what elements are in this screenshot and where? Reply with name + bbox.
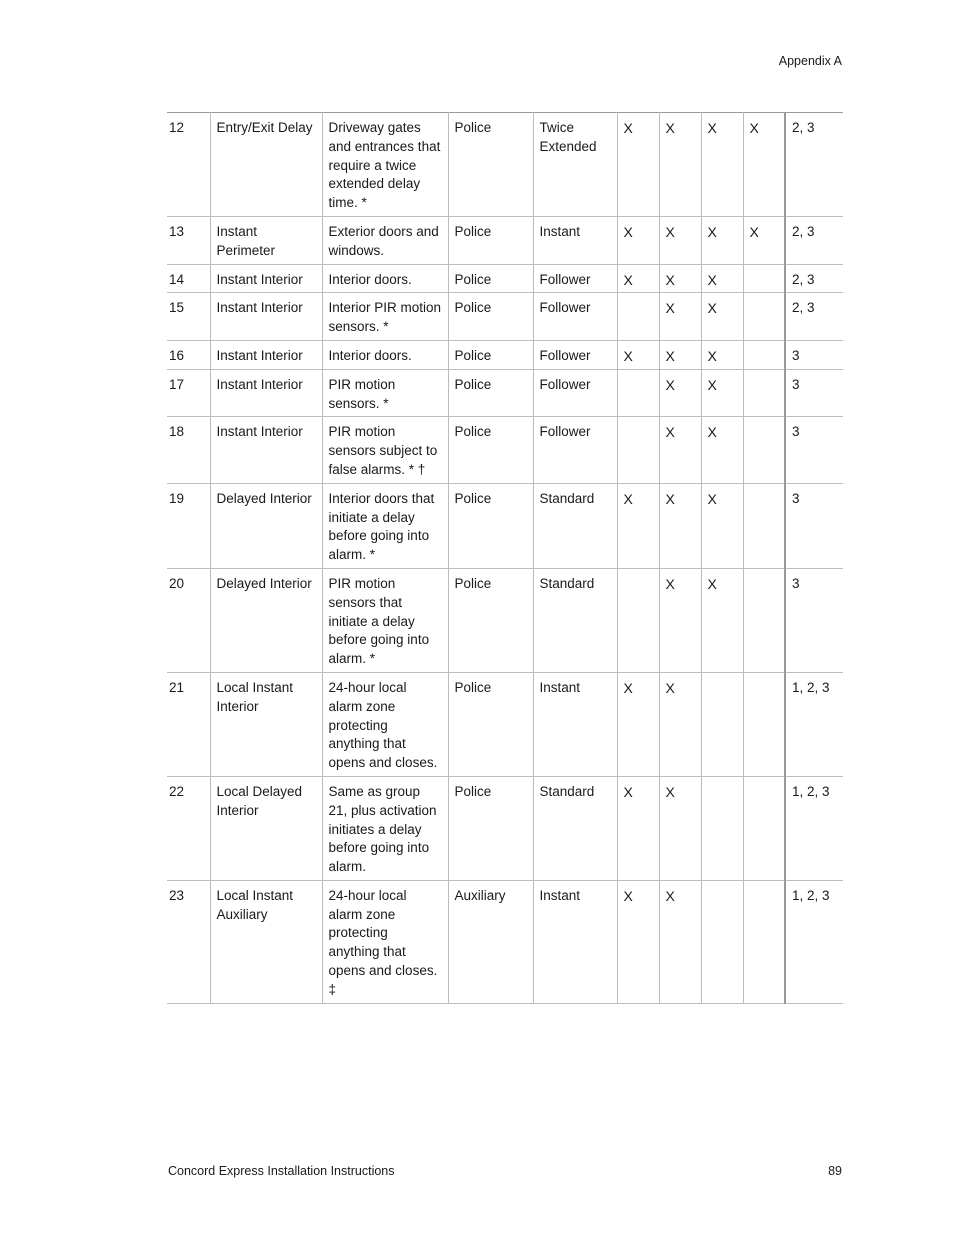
cell-mode-2: X (659, 293, 701, 341)
cell-mode-1: X (617, 672, 659, 776)
cell-timing: Instant (533, 672, 617, 776)
cell-mode-3: X (701, 417, 743, 483)
table-row (167, 264, 843, 293)
cell-mode-4 (743, 776, 785, 880)
cell-mode-1: X (617, 776, 659, 880)
cell-notes: 3 (785, 568, 843, 672)
cell-mode-2: X (659, 776, 701, 880)
cell-notes: 3 (785, 417, 843, 483)
cell-mode-4 (743, 340, 785, 369)
cell-mode-3 (701, 672, 743, 776)
cell-timing: Instant (533, 216, 617, 264)
cell-alarm-type: Police (448, 264, 533, 293)
cell-description: PIR motion sensors. * (322, 369, 448, 417)
table-row (167, 369, 843, 417)
cell-group-number: 20 (169, 575, 185, 591)
cell-mode-3 (701, 880, 743, 1003)
cell-group-name: Instant Interior (210, 340, 322, 369)
cell-group-name: Instant Interior (210, 369, 322, 417)
cell-mode-1: X (617, 340, 659, 369)
cell-alarm-type: Police (448, 417, 533, 483)
cell-group-name: Local Delayed Interior (210, 776, 322, 880)
cell-group-number: 14 (169, 271, 185, 287)
table-row (167, 880, 843, 1003)
cell-alarm-type: Police (448, 672, 533, 776)
cell-group-name: Local Instant Interior (210, 672, 322, 776)
table-row (167, 293, 843, 341)
cell-group-name: Delayed Interior (210, 483, 322, 568)
cell-alarm-type: Police (448, 293, 533, 341)
cell-notes: 1, 2, 3 (785, 672, 843, 776)
cell-mode-2: X (659, 417, 701, 483)
cell-alarm-type: Police (448, 216, 533, 264)
cell-description: Interior doors. (322, 340, 448, 369)
cell-description: 24-hour local alarm zone protecting anything that opens and closes. ‡ (322, 880, 448, 1003)
cell-mode-4 (743, 264, 785, 293)
cell-group-name: Local Instant Auxiliary (210, 880, 322, 1003)
cell-mode-1: X (617, 113, 659, 217)
cell-mode-3: X (701, 483, 743, 568)
sensor-group-table (167, 112, 843, 1004)
cell-group-name: Instant Interior (210, 293, 322, 341)
cell-mode-2: X (659, 568, 701, 672)
cell-mode-3: X (701, 216, 743, 264)
cell-description: Interior PIR motion sensors. * (322, 293, 448, 341)
cell-timing: Standard (533, 776, 617, 880)
cell-timing: Follower (533, 264, 617, 293)
cell-mode-3 (701, 776, 743, 880)
table-row (167, 340, 843, 369)
cell-group-name: Entry/Exit Delay (210, 113, 322, 217)
cell-mode-4 (743, 880, 785, 1003)
cell-timing: Instant (533, 880, 617, 1003)
cell-alarm-type: Police (448, 113, 533, 217)
cell-alarm-type: Police (448, 483, 533, 568)
cell-mode-1: X (617, 483, 659, 568)
cell-mode-1: X (617, 264, 659, 293)
cell-group-number: 23 (169, 887, 185, 903)
cell-group-number: 19 (169, 490, 185, 506)
cell-mode-3: X (701, 568, 743, 672)
cell-notes: 1, 2, 3 (785, 880, 843, 1003)
cell-notes: 1, 2, 3 (785, 776, 843, 880)
cell-group-number: 15 (169, 300, 185, 316)
cell-timing: Follower (533, 369, 617, 417)
cell-mode-3: X (701, 293, 743, 341)
cell-alarm-type: Police (448, 369, 533, 417)
cell-notes: 2, 3 (785, 264, 843, 293)
cell-alarm-type: Auxiliary (448, 880, 533, 1003)
cell-notes: 3 (785, 483, 843, 568)
table-row (167, 672, 843, 776)
cell-alarm-type: Police (448, 776, 533, 880)
cell-group-number: 16 (169, 347, 185, 363)
cell-timing: Follower (533, 340, 617, 369)
footer-document-title: Concord Express Installation Instructions (168, 1164, 395, 1178)
cell-timing: Twice Extended (533, 113, 617, 217)
cell-mode-2: X (659, 340, 701, 369)
table-row (167, 216, 843, 264)
cell-mode-1 (617, 369, 659, 417)
cell-mode-4 (743, 417, 785, 483)
cell-timing: Standard (533, 483, 617, 568)
cell-mode-2: X (659, 880, 701, 1003)
cell-group-name: Instant Perimeter (210, 216, 322, 264)
cell-timing: Follower (533, 417, 617, 483)
cell-description: 24-hour local alarm zone protecting anything that opens and closes. (322, 672, 448, 776)
cell-mode-4 (743, 483, 785, 568)
cell-description: Driveway gates and entrances that require a twice extended delay time. * (322, 113, 448, 217)
table-row (167, 417, 843, 483)
cell-timing: Standard (533, 568, 617, 672)
cell-mode-2: X (659, 483, 701, 568)
table-row (167, 568, 843, 672)
cell-notes: 2, 3 (785, 216, 843, 264)
table-body (167, 113, 843, 1004)
cell-mode-2: X (659, 264, 701, 293)
cell-group-number: 12 (169, 120, 185, 135)
table-row (167, 113, 843, 217)
cell-alarm-type: Police (448, 568, 533, 672)
cell-description: Interior doors that initiate a delay before going into alarm. * (322, 483, 448, 568)
cell-group-number: 17 (169, 376, 185, 392)
cell-notes: 2, 3 (785, 113, 843, 217)
cell-group-number: 18 (169, 424, 185, 440)
cell-description: Same as group 21, plus activation initiates a delay before going into alarm. (322, 776, 448, 880)
cell-notes: 2, 3 (785, 293, 843, 341)
cell-description: PIR motion sensors subject to false alarms. * † (322, 417, 448, 483)
footer-page-number: 89 (828, 1164, 842, 1178)
cell-mode-3: X (701, 369, 743, 417)
cell-group-number: 22 (169, 783, 185, 799)
cell-mode-3: X (701, 264, 743, 293)
cell-mode-1: X (617, 880, 659, 1003)
cell-notes: 3 (785, 340, 843, 369)
cell-mode-1 (617, 417, 659, 483)
cell-mode-4 (743, 369, 785, 417)
cell-mode-4: X (743, 216, 785, 264)
cell-group-name: Instant Interior (210, 417, 322, 483)
cell-mode-4: X (743, 113, 785, 217)
cell-group-number: 21 (169, 679, 185, 695)
cell-mode-2: X (659, 672, 701, 776)
cell-group-name: Instant Interior (210, 264, 322, 293)
cell-group-name: Delayed Interior (210, 568, 322, 672)
cell-mode-3: X (701, 113, 743, 217)
cell-description: Interior doors. (322, 264, 448, 293)
table-row (167, 776, 843, 880)
running-header: Appendix A (778, 54, 842, 68)
cell-mode-2: X (659, 216, 701, 264)
cell-mode-4 (743, 568, 785, 672)
cell-mode-1 (617, 568, 659, 672)
cell-mode-4 (743, 672, 785, 776)
cell-timing: Follower (533, 293, 617, 341)
cell-description: PIR motion sensors that initiate a delay before going into alarm. * (322, 568, 448, 672)
cell-alarm-type: Police (448, 340, 533, 369)
cell-mode-1: X (617, 216, 659, 264)
cell-notes: 3 (785, 369, 843, 417)
cell-mode-4 (743, 293, 785, 341)
sensor-group-table-container (167, 112, 843, 1004)
table-row (167, 483, 843, 568)
cell-group-number: 13 (169, 223, 185, 239)
cell-description: Exterior doors and windows. (322, 216, 448, 264)
cell-mode-2: X (659, 369, 701, 417)
cell-mode-1 (617, 293, 659, 341)
cell-mode-2: X (659, 113, 701, 217)
cell-mode-3: X (701, 340, 743, 369)
